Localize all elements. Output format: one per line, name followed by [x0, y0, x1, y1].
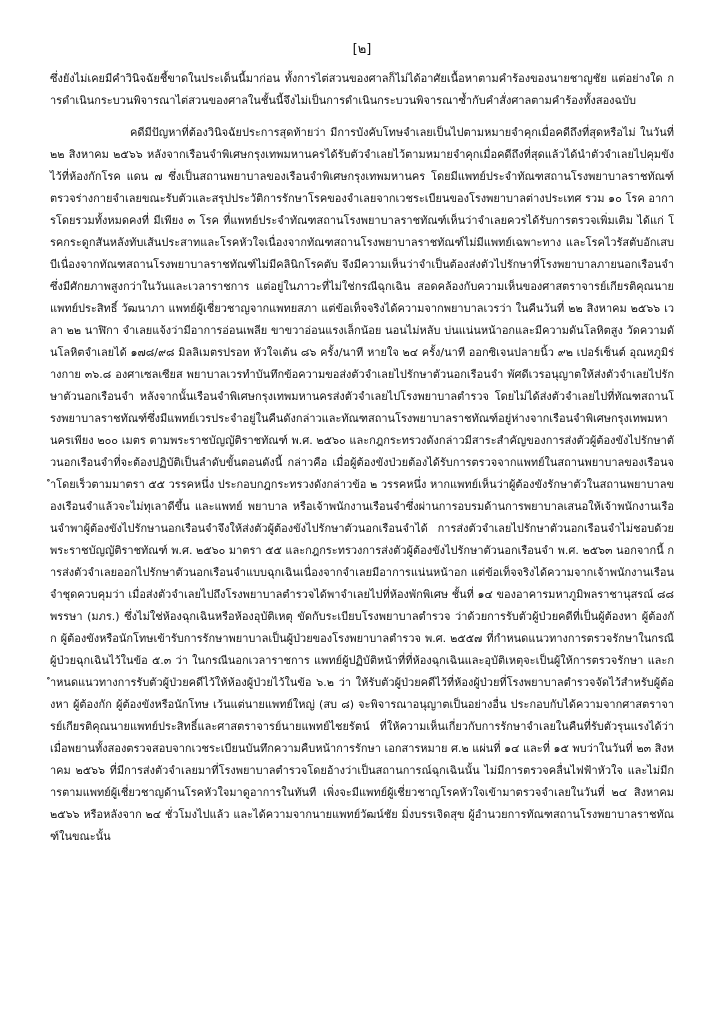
page-number: [๒]: [352, 42, 372, 57]
paragraph-1: ซึ่งยังไม่เคยมีคำวินิจฉัยชี้ขาดในประเด็นนี้มาก่อน ทั้งการไต่สวนของศาลก็ไม่ได้อาศัยเนื้อหาตามคำร้องของนายชาญชัย แต่อย่างใด การดำเนินกระบวนพิจารณาไต่สวนของศาลในชั้นนี้จึงไม่เป็นการดำเนินกระบวนพิจารณาซ้ำกับคำสั่งศาลตามคำร้องทั้งสองฉบับ: [50, 72, 674, 107]
paragraph-2: คดีมีปัญหาที่ต้องวินิจฉัยประการสุดท้ายว่า มีการบังคับโทษจำเลยเป็นไปตามหมายจำคุกเมื่อคดีถึงที่สุดหรือไม่ ในวันที่ ๒๒ สิงหาคม ๒๕๖๖ หลังจากเรือนจำพิเศษกรุงเทพมหานครได้รับตัวจำเลยไว้ตามหมายจำคุกเมื่อคดีถึงที่สุดแล้วได้นำตัวจำเลยไปคุมขังไว้ที่ห้องกักโรค แดน ๗ ซึ่งเป็นสถานพยาบาลของเรือนจำพิเศษกรุงเทพมหานคร โดยมีแพทย์ประจำทัณฑสถานโรงพยาบาลราชทัณฑ์ ตรวจร่างกายจำเลยขณะรับตัวและสรุปประวัติการรักษาโรคของจำเลยจากเวชระเบียนของโรงพยาบาลต่างประเทศ รวม ๑๐ โรค อาการโดยรวมทั้งหมดคงที่ มีเพียง ๓ โรค ที่แพทย์ประจำทัณฑสถานโรงพยาบาลราชทัณฑ์เห็นว่าจำเลยควรได้รับการตรวจเพิ่มเติม ได้แก่ โรคกระดูกสันหลังทับเส้นประสาทและโรคหัวใจเนื่องจากทัณฑสถานโรงพยาบาลราชทัณฑ์ไม่มีแพทย์เฉพาะทาง และโรคไวรัสตับอักเสบบีเนื่องจากทัณฑสถานโรงพยาบาลราชทัณฑ์ไม่มีคลินิกโรคตับ จึงมีความเห็นว่าจำเป็นต้องส่งตัวไปรักษาที่โรงพยาบาลภายนอกเรือนจำซึ่งมีศักยภาพสูงกว่าในวันและเวลาราชการ แต่อยู่ในภาวะที่ไม่ใช่กรณีฉุกเฉิน สอดคล้องกับความเห็นของศาสตราจารย์เกียรติคุณนายแพทย์ประสิทธิ์ วัฒนาภา แพทย์ผู้เชี่ยวชาญจากแพทยสภา แต่ข้อเท็จจริงได้ความจากพยาบาลเวรว่า ในคืนวันที่ ๒๒ สิงหาคม ๒๕๖๖ เวลา ๒๒ นาฬิกา จำเลยแจ้งว่ามีอาการอ่อนเพลีย ขาขวาอ่อนแรงเล็กน้อย นอนไม่หลับ บ่นแน่นหน้าอกและมีความดันโลหิตสูง วัดความดันโลหิตจำเลยได้ ๑๗๘/๙๘ มิลลิเมตรปรอท หัวใจเต้น ๘๖ ครั้ง/นาที หายใจ ๒๔ ครั้ง/นาที ออกซิเจนปลายนิ้ว ๙๒ เปอร์เซ็นต์ อุณหภูมิร่างกาย ๓๖.๘ องศาเซลเซียส พยาบาลเวรทำบันทึกข้อความขอส่งตัวจำเลยไปรักษาตัวนอกเรือนจำ พัศดีเวรอนุญาตให้ส่งตัวจำเลยไปรักษาตัวนอกเรือนจำ หลังจากนั้นเรือนจำพิเศษกรุงเทพมหานครส่งตัวจำเลยไปโรงพยาบาลตำรวจ โดยไม่ได้ส่งตัวจำเลยไปที่ทัณฑสถานโรงพยาบาลราชทัณฑ์ซึ่งมีแพทย์เวรประจำอยู่ในคืนดังกล่าวและทัณฑสถานโรงพยาบาลราชทัณฑ์อยู่ห่างจากเรือนจำพิเศษกรุงเทพมหานครเพียง ๒๐๐ เมตร ตามพระราชบัญญัติราชทัณฑ์ พ.ศ. ๒๕๖๐ และกฎกระทรวงดังกล่าวมีสาระสำคัญของการส่งตัวผู้ต้องขังไปรักษาตัวนอกเรือนจำที่จะต้องปฏิบัติเป็นลำดับขั้นตอนดังนี้ กล่าวคือ เมื่อผู้ต้องขังป่วยต้องได้รับการตรวจจากแพทย์ในสถานพยาบาลของเรือนจำโดยเร็วตามมาตรา ๕๕ วรรคหนึ่ง ประกอบกฎกระทรวงดังกล่าวข้อ ๒ วรรคหนึ่ง หากแพทย์เห็นว่าผู้ต้องขังรักษาตัวในสถานพยาบาลของเรือนจำแล้วจะไม่ทุเลาดีขึ้น และแพทย์ พยาบาล หรือเจ้าพนักงานเรือนจำซึ่งผ่านการอบรมด้านการพยาบาลเสนอให้เจ้าพนักงานเรือนจำพาผู้ต้องขังไปรักษานอกเรือนจำจึงให้ส่งตัวผู้ต้องขังไปรักษาตัวนอกเรือนจำได้ การส่งตัวจำเลยไปรักษาตัวนอกเรือนจำไม่ชอบด้วยพระราชบัญญัติราชทัณฑ์ พ.ศ. ๒๕๖๐ มาตรา ๕๕ และกฎกระทรวงการส่งตัวผู้ต้องขังไปรักษาตัวนอกเรือนจำ พ.ศ. ๒๕๖๓ นอกจากนี้ การส่งตัวจำเลยออกไปรักษาตัวนอกเรือนจำแบบฉุกเฉินเนื่องจากจำเลยมีอาการแน่นหน้าอก แต่ข้อเท็จจริงได้ความจากเจ้าพนักงานเรือนจำชุดควบคุมว่า เมื่อส่งตัวจำเลยไปถึงโรงพยาบาลตำรวจได้พาจำเลยไปที่ห้องพักพิเศษ ชั้นที่ ๑๔ ของอาคารมหาภูมิพลราชานุสรณ์ ๘๘ พรรษา (มภร.) ซึ่งไม่ใช่ห้องฉุกเฉินหรือห้องอุบัติเหตุ ขัดกับระเบียบโรงพยาบาลตำรวจ ว่าด้วยการรับตัวผู้ป่วยคดีที่เป็นผู้ต้องหา ผู้ต้องกัก ผู้ต้องขังหรือนักโทษเข้ารับการรักษาพยาบาลเป็นผู้ป่วยของโรงพยาบาลตำรวจ พ.ศ. ๒๕๕๗ ที่กำหนดแนวทางการตรวจรักษาในกรณีผู้ป่วยฉุกเฉินไว้ในข้อ ๕.๓ ว่า ในกรณีนอกเวลาราชการ แพทย์ผู้ปฏิบัติหน้าที่ที่ห้องฉุกเฉินและอุบัติเหตุจะเป็นผู้ให้การตรวจรักษา และกำหนดแนวทางการรับตัวผู้ป่วยคดีไว้ให้ห้องผู้ป่วยไว้ในข้อ ๖.๒ ว่า ให้รับตัวผู้ป่วยคดีไว้ที่ห้องผู้ป่วยที่โรงพยาบาลตำรวจจัดไว้สำหรับผู้ต้องหา ผู้ต้องกัก ผู้ต้องขังหรือนักโทษ เว้นแต่นายแพทย์ใหญ่ (สบ ๘) จะพิจารณาอนุญาตเป็นอย่างอื่น ประกอบกับได้ความจากศาสตราจารย์เกียรติคุณนายแพทย์ประสิทธิ์และศาสตราจารย์นายแพทย์ไชยรัตน์ ที่ให้ความเห็นเกี่ยวกับการรักษาจำเลยในคืนที่รับตัวรุนแรงได้ว่า เมื่อพยานทั้งสองตรวจสอบจากเวชระเบียนบันทึกความคืบหน้าการรักษา เอกสารหมาย ศ.๒ แผ่นที่ ๑๔ และที่ ๑๕ พบว่าในวันที่ ๒๓ สิงหาคม ๒๕๖๖ ที่มีการส่งตัวจำเลยมาที่โรงพยาบาลตำรวจโดยอ้างว่าเป็นสถานการณ์ฉุกเฉินนั้น ไม่มีการตรวจคลื่นไฟฟ้าหัวใจ และไม่มีการตามแพทย์ผู้เชี่ยวชาญด้านโรคหัวใจมาดูอาการในทันที เพิ่งจะมีแพทย์ผู้เชี่ยวชาญโรคหัวใจเข้ามาตรวจจำเลยในวันที่ ๒๔ สิงหาคม ๒๕๖๖ หรือหลังจาก ๒๔ ชั่วโมงไปแล้ว และได้ความจากนายแพทย์วัฒน์ชัย มิ่งบรรเจิดสุข ผู้อำนวยการทัณฑสถานโรงพยาบาลราชทัณฑ์ในขณะนั้น: [50, 126, 674, 843]
document-body: [50, 68, 674, 848]
